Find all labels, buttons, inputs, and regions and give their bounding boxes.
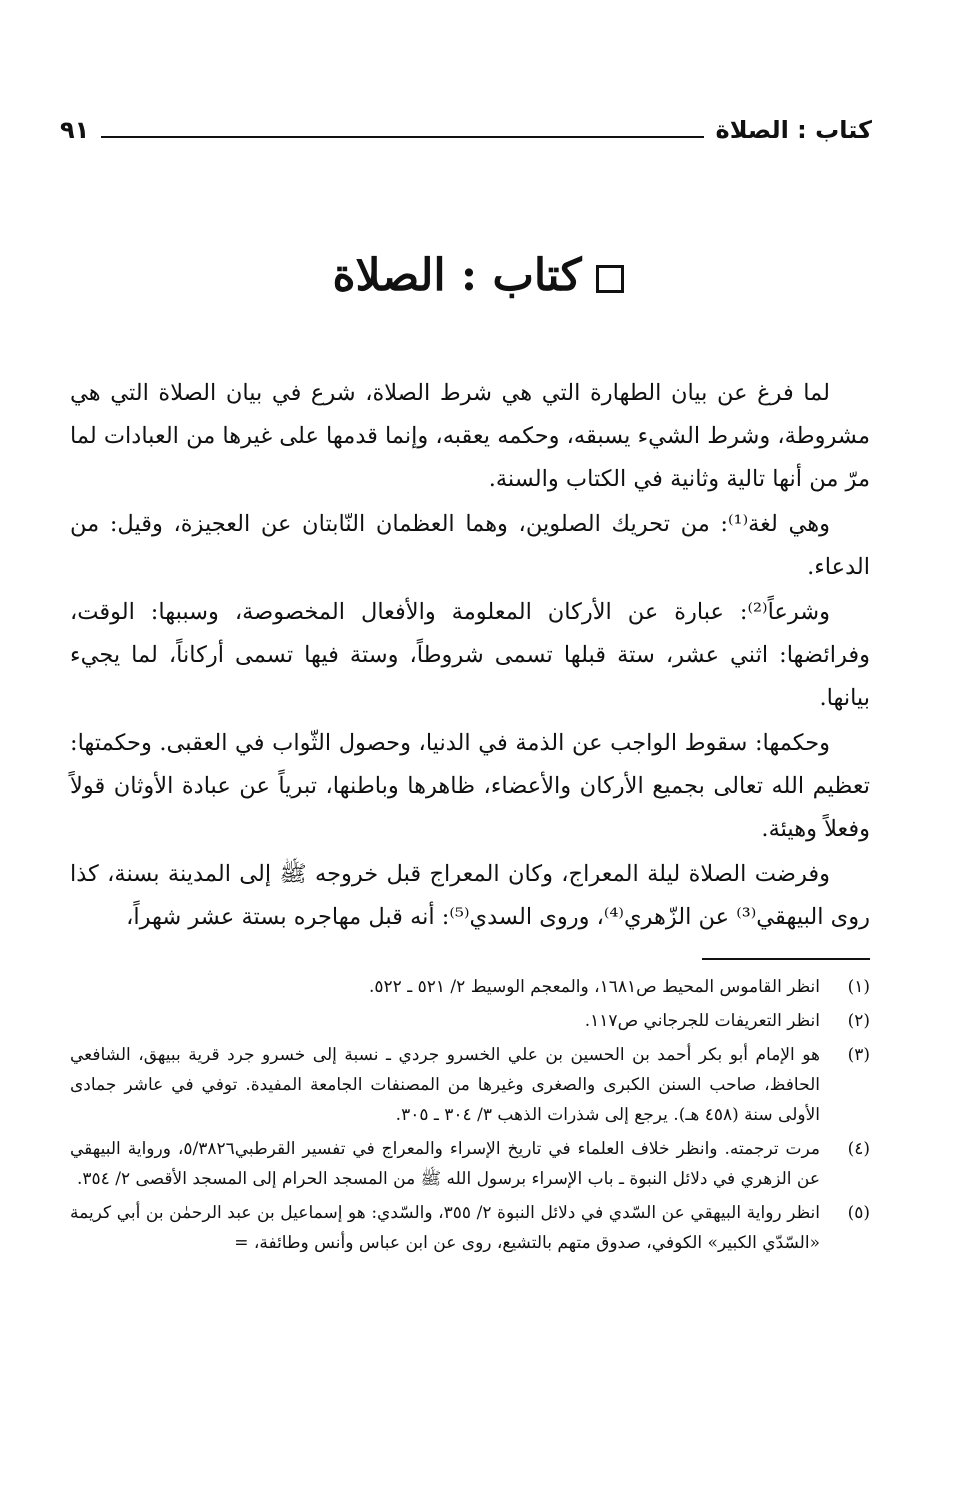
paragraph: وشرعاً⁽²⁾: عبارة عن الأركان المعلومة والأفعال المخصوصة، وسببها: الوقت، وفرائضها: اثني عشر، ستة قبلها تسمى شروطاً، وستة فيها تسمى أركاناً، لما يجيء بيانها.	[70, 599, 870, 711]
footnote-number: (٤)	[847, 1139, 870, 1159]
footnote-text: انظر القاموس المحيط ص١٦٨١، والمعجم الوسيط ٢/ ٥٢١ ـ ٥٢٢.	[369, 977, 820, 997]
header-rule	[101, 136, 703, 138]
footnote-text: مرت ترجمته. وانظر خلاف العلماء في تاريخ الإسراء والمعراج في تفسير القرطبي٥/٣٨٢٦، ورواية البيهقي عن الزهري في دلائل النبوة ـ باب الإسراء برسول الله ﷺ من المسجد الحرام إلى المسجد الأقصى ٢/ ٣٥٤.	[70, 1139, 820, 1189]
paragraph: وهي لغة⁽¹⁾: من تحريك الصلوين، وهما العظمان النّابتان عن العجيزة، وقيل: من الدعاء.	[70, 511, 870, 580]
page-header	[60, 108, 872, 144]
page-number: ٩١	[60, 116, 90, 144]
footnote-number: (١)	[847, 977, 870, 997]
footnote	[70, 1040, 870, 1130]
footnote	[70, 1198, 870, 1258]
footnote-text: انظر التعريفات للجرجاني ص١١٧.	[584, 1011, 820, 1031]
footnote	[70, 1006, 870, 1036]
footnote-number: (٣)	[847, 1045, 870, 1065]
chapter-title-text: كتاب : الصلاة	[332, 250, 582, 301]
paragraph: لما فرغ عن بيان الطهارة التي هي شرط الصلاة، شرع في بيان الصلاة التي هي مشروطة، وشرط الشيء يسبقه، وحكمه يعقبه، وإنما قدمها على غيرها من العبادات لما مرّ من أنها تالية وثانية في الكتاب والسنة.	[70, 380, 870, 492]
footnote-number: (٢)	[847, 1011, 870, 1031]
footnote	[70, 972, 870, 1002]
paragraph: وحكمها: سقوط الواجب عن الذمة في الدنيا، وحصول الثّواب في العقبى. وحكمتها: تعظيم الله تعالى بجميع الأركان والأعضاء، ظاهرها وباطنها، تبرياً عن عبادة الأوثان قولاً وفعلاً وهيئة.	[70, 730, 870, 842]
footnote-text: انظر رواية البيهقي عن السّدي في دلائل النبوة ٢/ ٣٥٥، والسّدي: هو إسماعيل بن عبد الرحمٰن بن أبي كريمة «السّدّي الكبير» الكوفي، صدوق متهم بالتشيع، روى عن ابن عباس وأنس وطائفة، =	[70, 1203, 820, 1253]
main-text	[70, 372, 870, 941]
square-bullet-icon	[596, 265, 624, 293]
footnote	[70, 1134, 870, 1194]
footnotes	[70, 972, 870, 1262]
footnote-text: هو الإمام أبو بكر أحمد بن الحسين بن علي الخسرو جردي ـ نسبة إلى خسرو جرد قرية ببيهق، الشافعي الحافظ، صاحب السنن الكبرى والصغرى وغيرها من المصنفات الجامعة المفيدة. توفي في عاشر جمادى الأولى سنة (٤٥٨ هـ). يرجع إلى شذرات الذهب ٣/ ٣٠٤ ـ ٣٠٥.	[70, 1045, 820, 1125]
chapter-title	[0, 250, 956, 301]
footnote-number: (٥)	[847, 1203, 870, 1223]
paragraph: وفرضت الصلاة ليلة المعراج، وكان المعراج قبل خروجه ﷺ إلى المدينة بسنة، كذا روى البيهقي⁽³⁾ عن الزّهري⁽⁴⁾، وروى السدي⁽⁵⁾: أنه قبل مهاجره بستة عشر شهراً،	[70, 861, 870, 930]
footnote-separator	[702, 958, 870, 960]
running-title: كتاب : الصلاة	[715, 116, 872, 144]
